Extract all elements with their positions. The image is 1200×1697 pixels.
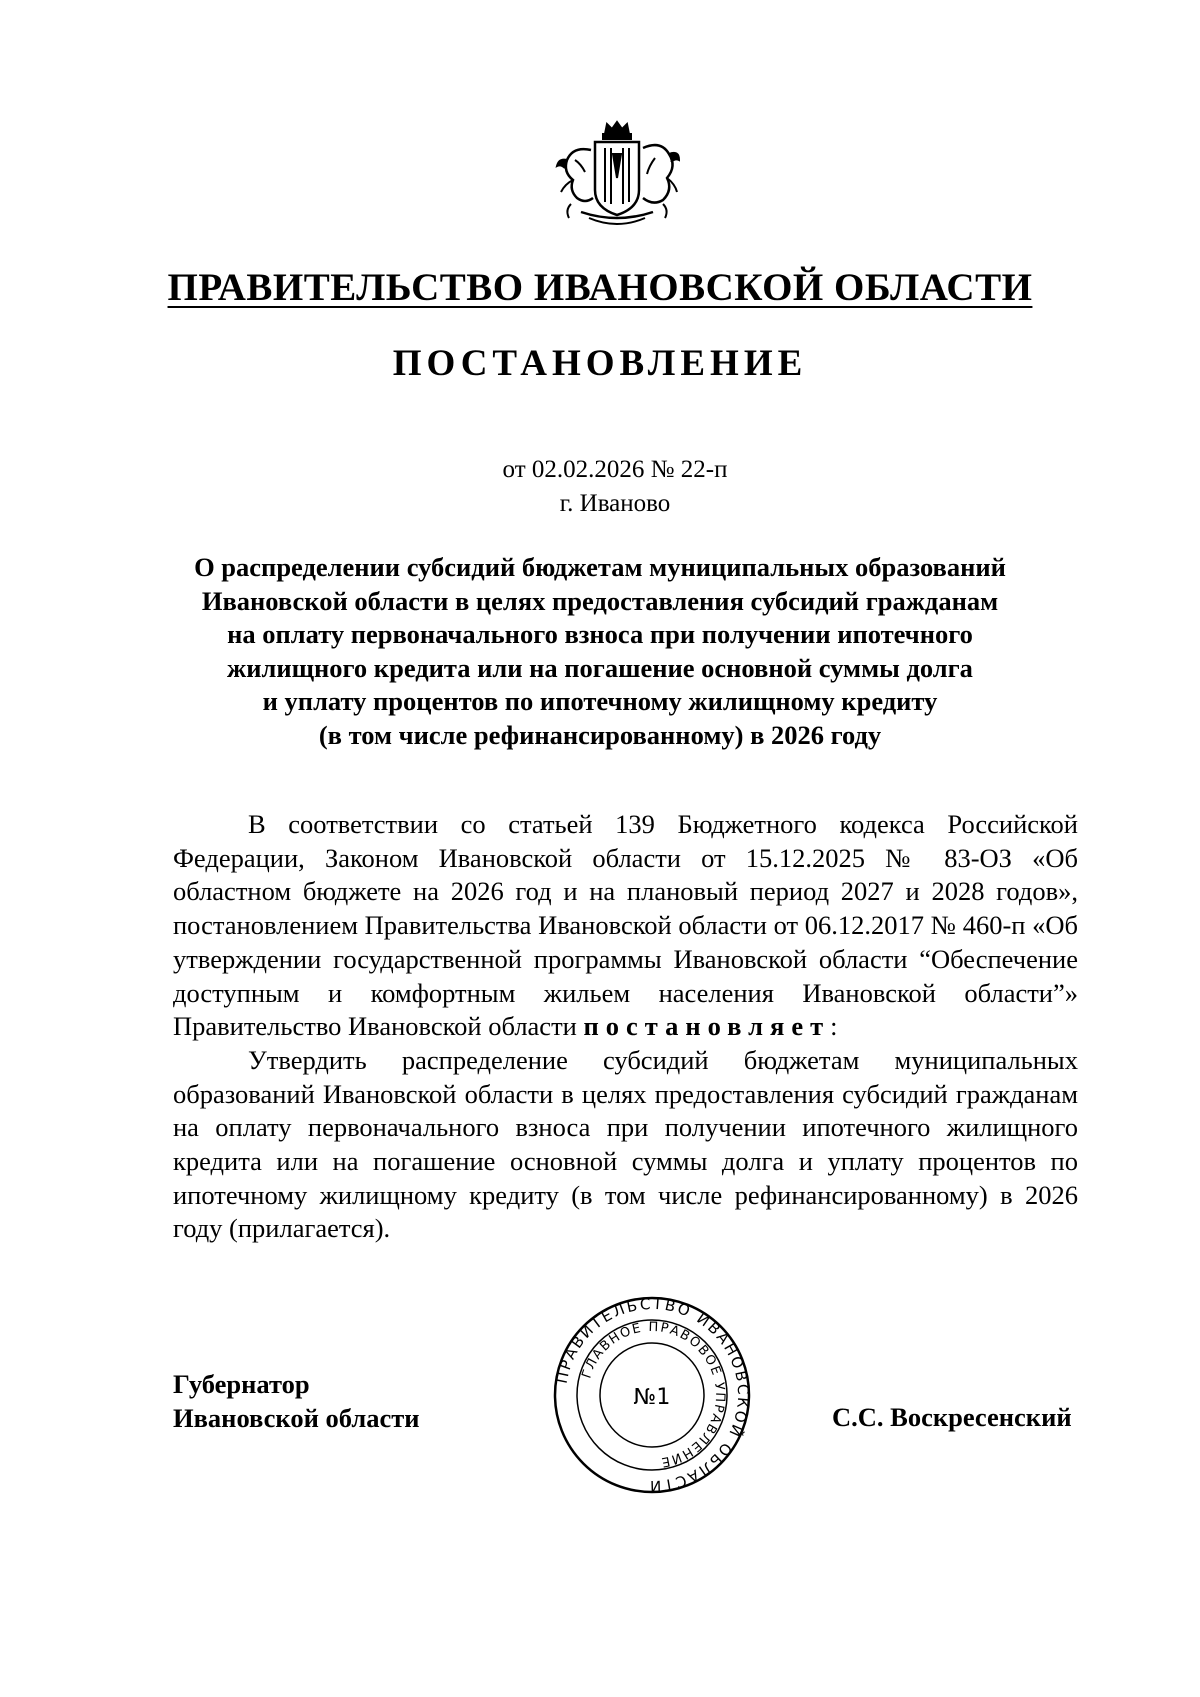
subject-line: и уплату процентов по ипотечному жилищному кредиту — [262, 686, 938, 716]
document-body — [173, 808, 1078, 1246]
subject-line: О распределении субсидий бюджетам муниципальных образований — [194, 552, 1006, 582]
date-number: от 02.02.2026 № 22-п — [502, 456, 728, 483]
signatory-name: С.С. Воскресенский — [832, 1402, 1072, 1432]
subject-line: на оплату первоначального взноса при получении ипотечного — [227, 619, 973, 649]
body-paragraph-preamble: В соответствии со статьей 139 Бюджетного кодекса Российской Федерации, Законом Ивановской области от 15.12.2025 № 83-ОЗ «Об областном бюджете на 2026 год и на плановый период 2027 и 2028 годов», постановлением Правительства Ивановской области от 06.12.2017 № 460-п «Об утверждении государственной программы Ивановской области “Обеспечение доступным и комфортным жильем населения Ивановской области”» Правительство Ивановской области постановляет: — [173, 809, 1078, 1042]
seal-inner-text: ГЛАВНОЕ ПРАВОВОЕ УПРАВЛЕНИЕ — [579, 1319, 728, 1470]
decree-word: постановляет — [583, 1011, 831, 1042]
subject-line: (в том числе рефинансированному) в 2026 году — [318, 719, 882, 750]
position-line: Губернатор — [173, 1369, 310, 1399]
seal-outer-text: ПРАВИТЕЛЬСТВО ИВАНОВСКОЙ ОБЛАСТИ — [552, 1295, 752, 1495]
subject-line: жилищного кредита или на погашение основной суммы долга — [227, 652, 973, 683]
document-meta — [0, 453, 1200, 521]
document-type: ПОСТАНОВЛЕНИЕ — [392, 343, 808, 384]
decree-colon: : — [830, 1011, 838, 1042]
signatory-position — [173, 1367, 420, 1435]
seal-number: №1 — [633, 1385, 671, 1410]
city: г. Иваново — [559, 490, 671, 517]
round-seal-icon — [552, 1295, 752, 1495]
document-subject — [150, 551, 1050, 752]
subject-line: Ивановской области в целях предоставления субсидий гражданам — [201, 585, 999, 616]
government-title: ПРАВИТЕЛЬСТВО ИВАНОВСКОЙ ОБЛАСТИ — [167, 266, 1033, 309]
body-paragraph-decision: Утвердить распределение субсидий бюджетам муниципальных образований Ивановской области в целях предоставления субсидий гражданам на оплату первоначального взноса при получении ипотечного жилищного кредита или на погашение основной суммы долга и уплату процентов по ипотечному жилищному кредиту (в том числе рефинансированному) в 2026 году (прилагается). — [173, 1044, 1078, 1244]
position-line: Ивановской области — [173, 1403, 420, 1433]
coat-of-arms-icon — [551, 120, 683, 232]
